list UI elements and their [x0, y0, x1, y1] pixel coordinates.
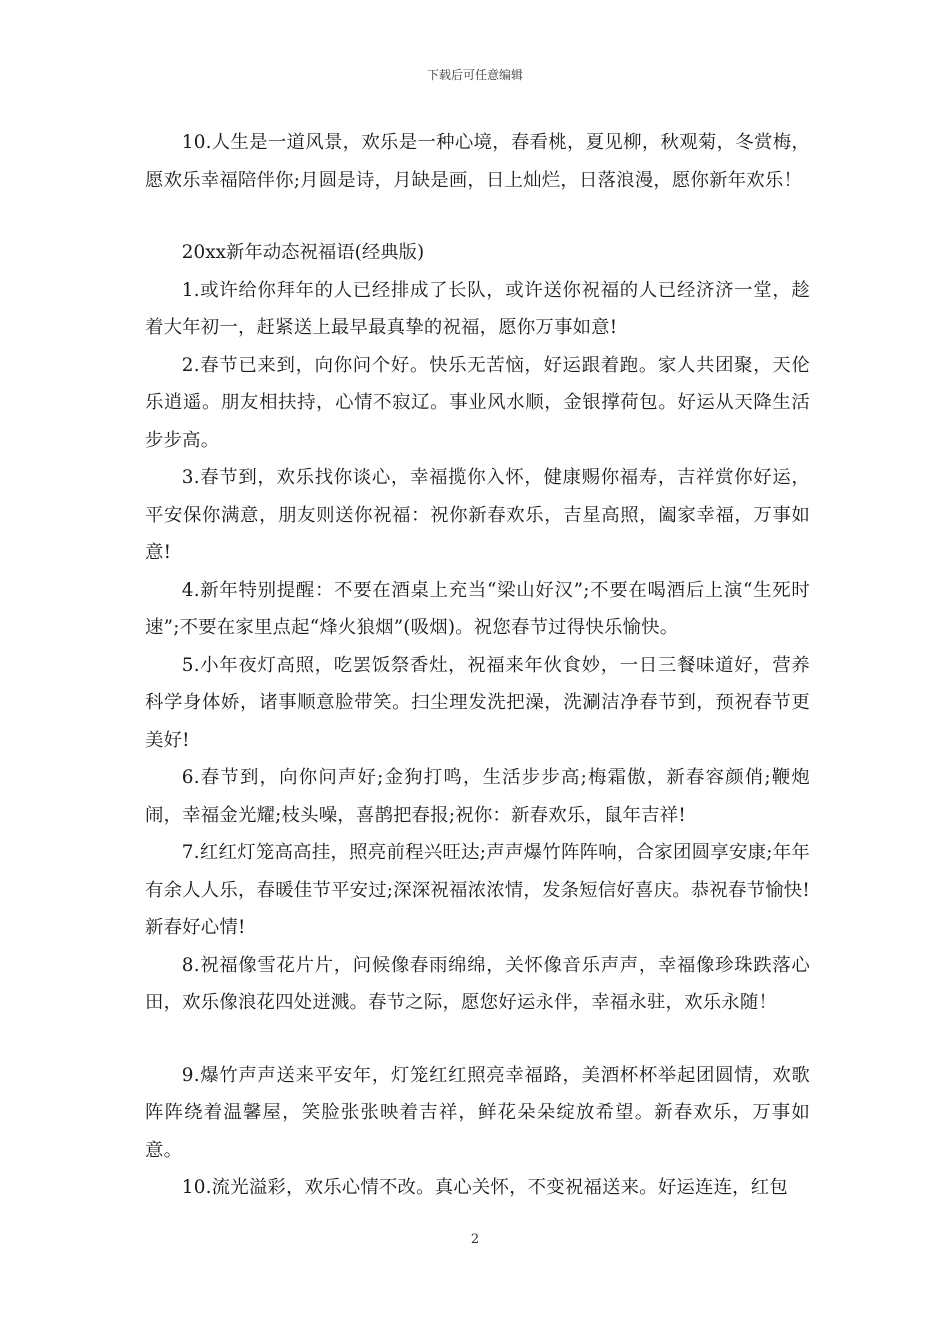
- list-item: 8.祝福像雪花片片，问候像春雨绵绵，关怀像音乐声声，幸福像珍珠跌落心田，欢乐像浪花四处迸溅。春节之际，愿您好运永伴，幸福永驻，欢乐永随！: [145, 954, 810, 1013]
- list-item: 6.春节到，向你问声好;金狗打鸣，生活步步高;梅霜傲，新春容颜俏;鞭炮闹，幸福金光耀;枝头噪，喜鹊把春报;祝你：新春欢乐，鼠年吉祥!: [145, 767, 810, 826]
- list-item: 4.新年特别提醒：不要在酒桌上充当“梁山好汉”;不要在喝酒后上演“生死时速”;不要在家里点起“烽火狼烟”(吸烟)。祝您春节过得快乐愉快。: [145, 579, 810, 638]
- document-body: [145, 124, 810, 1207]
- spacer: [145, 1022, 810, 1057]
- list-item: 7.红红灯笼高高挂，照亮前程兴旺达;声声爆竹阵阵响，合家团圆享安康;年年有余人人乐，春暖佳节平安过;深深祝福浓浓情，发条短信好喜庆。恭祝春节愉快!新春好心情!: [145, 842, 810, 938]
- list-item: 1.或许给你拜年的人已经排成了长队，或许送你祝福的人已经济济一堂，趁着大年初一，赶紧送上最早最真挚的祝福，愿你万事如意!: [145, 279, 810, 338]
- section-title: 20xx新年动态祝福语(经典版): [181, 242, 425, 263]
- list-item: 3.春节到，欢乐找你谈心，幸福揽你入怀，健康赐你福寿，吉祥赏你好运，平安保你满意，朋友则送你祝福：祝你新春欢乐，吉星高照，阖家幸福，万事如意!: [145, 467, 810, 563]
- spacer: [145, 199, 810, 234]
- list-item: 9.爆竹声声送来平安年，灯笼红红照亮幸福路，美酒杯杯举起团圆情，欢歌阵阵绕着温馨屋，笑脸张张映着吉祥，鲜花朵朵绽放希望。新春欢乐，万事如意。: [145, 1064, 810, 1161]
- page-number: 2: [470, 1232, 480, 1247]
- list-item: 5.小年夜灯高照，吃罢饭祭香灶，祝福来年伙食妙，一日三餐味道好，营养科学身体娇，诸事顺意脸带笑。扫尘理发洗把澡，洗涮洁净春节到，预祝春节更美好!: [145, 654, 810, 751]
- list-item: 10.流光溢彩，欢乐心情不改。真心关怀，不变祝福送来。好运连连，红包: [181, 1177, 788, 1198]
- list-item: 2.春节已来到，向你问个好。快乐无苦恼，好运跟着跑。家人共团聚，天伦乐逍遥。朋友相扶持，心情不寂辽。事业风水顺，金银撑荷包。好运从天降生活步步高。: [145, 354, 810, 451]
- page-header: 下载后可任意编辑: [426, 68, 523, 82]
- intro-paragraph: 10.人生是一道风景，欢乐是一种心境，春看桃，夏见柳，秋观菊，冬赏梅，愿欢乐幸福陪伴你;月圆是诗，月缺是画，日上灿烂，日落浪漫，愿你新年欢乐！: [145, 132, 810, 191]
